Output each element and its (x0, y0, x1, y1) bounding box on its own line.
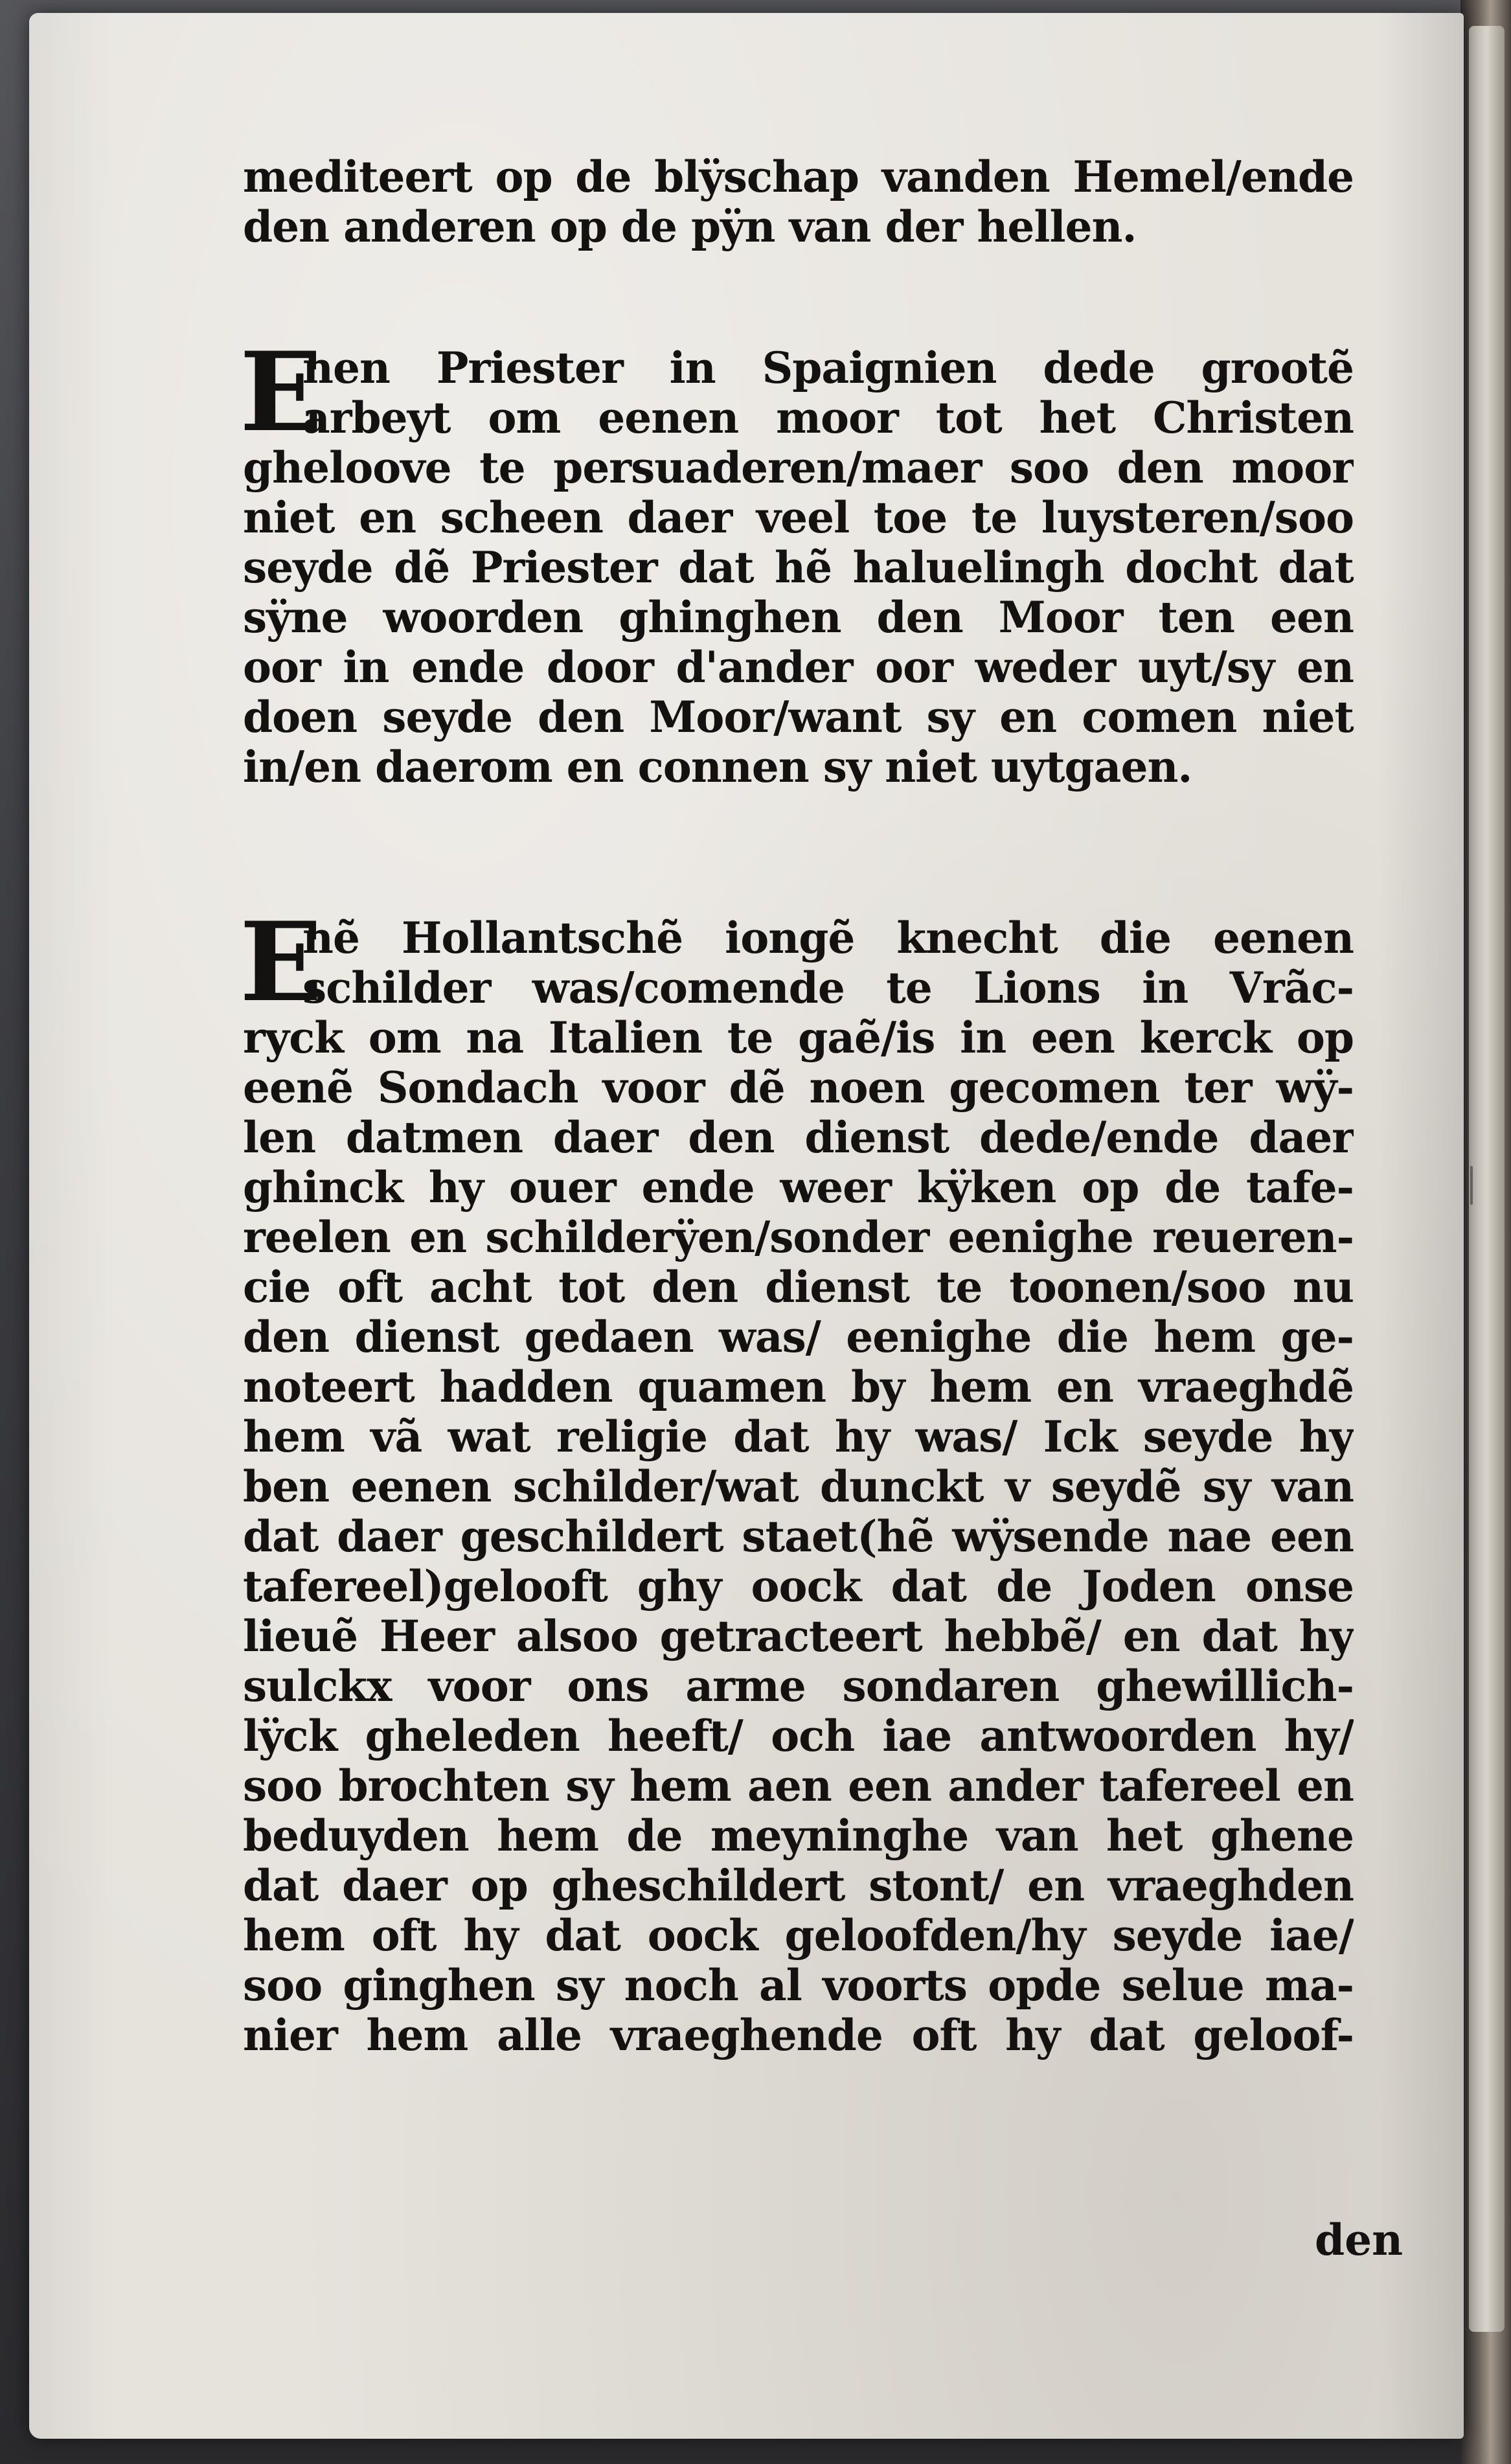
paragraph-line: eenẽ Sondach voor dẽ noen gecomen ter wÿ- (243, 1063, 1354, 1113)
paragraph-line: nen Priester in Spaignien dede grootẽ (302, 343, 1354, 393)
paragraph-line: noteert hadden quamen by hem en vraeghdẽ (243, 1362, 1354, 1412)
paragraph-line: nier hem alle vraeghende oft hy dat geloof- (243, 2011, 1354, 2060)
paragraph-line: nẽ Hollantschẽ iongẽ knecht die eenen (302, 913, 1354, 963)
paragraph-line: lieuẽ Heer alsoo getracteert hebbẽ/ en dat hy (243, 1612, 1354, 1661)
paragraph-line: soo brochten sy hem aen een ander tafereel en (243, 1761, 1354, 1811)
paragraph-line: dat daer op gheschildert stont/ en vraeghden (243, 1861, 1354, 1911)
paragraph-line: hem vã wat religie dat hy was/ Ick seyde hy (243, 1412, 1354, 1462)
paragraph-line: tafereel)gelooft ghy oock dat de Joden onse (243, 1562, 1354, 1612)
paper-blemish (1470, 1166, 1473, 1205)
intro-line: mediteert op de blÿschap vanden Hemel/ende (243, 152, 1354, 202)
intro-line: den anderen op de pÿn van der hellen. (243, 202, 1137, 252)
catchword: den (1315, 2215, 1403, 2265)
paragraph-line: len datmen daer den dienst dede/ende daer (243, 1113, 1354, 1163)
paragraph-line: beduyden hem de meyninghe van het ghene (243, 1811, 1354, 1861)
paragraph-line: sulckx voor ons arme sondaren ghewillich- (243, 1661, 1354, 1711)
paragraph-line: soo ginghen sy noch al voorts opde selue ma- (243, 1961, 1354, 2011)
intro-text (243, 152, 1354, 252)
paragraph-painter (240, 898, 1354, 2060)
paragraph-line: ben eenen schilder/wat dunckt v seydẽ sy van (243, 1462, 1354, 1512)
book-page (29, 13, 1464, 2439)
paragraph-line: gheloove te persuaderen/maer soo den moor (243, 443, 1354, 493)
paragraph-line: doen seyde den Moor/want sy en comen niet (243, 692, 1354, 742)
paragraph-line: ryck om na Italien te gaẽ/is in een kerck op (243, 1013, 1354, 1063)
paragraph-line: oor in ende door d'ander oor weder uyt/sy en (243, 643, 1354, 692)
paragraph-line: arbeyt om eenen moor tot het Christen (302, 393, 1354, 443)
paragraph-line: cie oft acht tot den dienst te toonen/soo nu (243, 1262, 1354, 1312)
paragraph-line: hem oft hy dat oock geloofden/hy seyde iae/ (243, 1911, 1354, 1961)
paragraph-priest (240, 328, 1354, 792)
paragraph-line: ghinck hy ouer ende weer kÿken op de tafe- (243, 1163, 1354, 1213)
paragraph-line: lÿck gheleden heeft/ och iae antwoorden hy/ (243, 1711, 1354, 1761)
paragraph-line: dat daer geschildert staet(hẽ wÿsende nae een (243, 1512, 1354, 1562)
paragraph-line: sÿne woorden ghinghen den Moor ten een (243, 593, 1354, 643)
paragraph-line: den dienst gedaen was/ eenighe die hem ge- (243, 1312, 1354, 1362)
paragraph-line: seyde dẽ Priester dat hẽ haluelingh docht dat (243, 543, 1354, 593)
paragraph-line: schilder was/comende te Lions in Vrãc- (302, 963, 1354, 1013)
paragraph-line: reelen en schilderÿen/sonder eenighe reueren- (243, 1213, 1354, 1262)
paragraph-line: in/en daerom en connen sy niet uytgaen. (243, 742, 1192, 792)
drop-capital: E (240, 898, 323, 1026)
paragraph-line: niet en scheen daer veel toe te luysteren/soo (243, 493, 1354, 543)
drop-capital: E (240, 328, 323, 456)
facing-page-edge (1469, 26, 1505, 2332)
